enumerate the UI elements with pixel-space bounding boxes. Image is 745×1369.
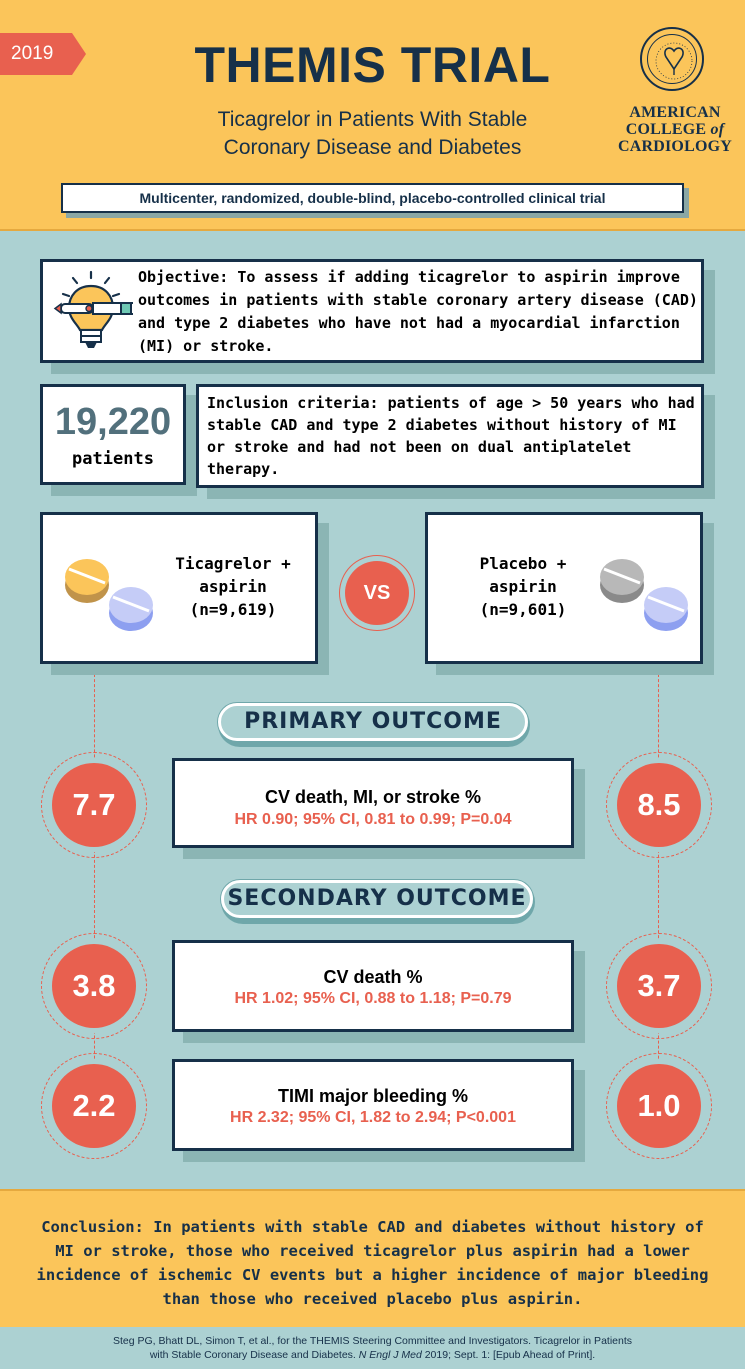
trial-design-label: Multicenter, randomized, double-blind, placebo-controlled clinical trial bbox=[61, 183, 684, 213]
treatment-arm-card bbox=[40, 512, 318, 664]
patient-count-label: patients bbox=[72, 449, 154, 469]
timi-bleeding-hr: HR 2.32; 95% CI, 1.82 to 2.94; P<0.001 bbox=[230, 1109, 516, 1126]
primary-outcome-heading: PRIMARY OUTCOME bbox=[218, 703, 530, 747]
subtitle-line-2: Coronary Disease and Diabetes bbox=[223, 136, 522, 159]
objective-card bbox=[40, 259, 704, 363]
pills-placebo-icon bbox=[588, 545, 698, 645]
patient-count: 19,220 bbox=[54, 401, 172, 443]
primary-outcome-card bbox=[172, 758, 574, 848]
treatment-arm-label: Ticagrelor + aspirin (n=9,619) bbox=[175, 554, 291, 619]
acc-wordmark: AMERICAN COLLEGE of CARDIOLOGY bbox=[617, 104, 732, 155]
timi-bleeding-card bbox=[172, 1059, 574, 1151]
acc-seal-logo bbox=[640, 27, 704, 91]
cv-death-ticagrelor-value: 3.8 bbox=[52, 944, 136, 1028]
header-banner bbox=[0, 0, 745, 231]
cv-death-name: CV death % bbox=[323, 967, 423, 987]
page-subtitle bbox=[150, 106, 595, 162]
placebo-arm-card bbox=[425, 512, 703, 664]
cv-death-card bbox=[172, 940, 574, 1032]
objective-text: Objective: To assess if adding ticagrelor to aspirin improve outcomes in patients with stable coronary artery disease (CAD) and type 2 diabetes who have not had a myocardial infarction (MI) or stroke. bbox=[138, 268, 698, 355]
citation: Steg PG, Bhatt DL, Simon T, et al., for the THEMIS Steering Committee and Investigators. Ticagrelor in Patients with Stable Coronary Disease and Diabetes. N Engl J Med 2019; Sept. 1: [Epub Ahead of Print]. bbox=[112, 1335, 633, 1361]
enrollment-count-card bbox=[40, 384, 186, 485]
inclusion-text: Inclusion criteria: patients of age > 50 years who had stable CAD and type 2 diabetes without history of MI or stroke and had not been on dual antiplatelet therapy. bbox=[207, 394, 695, 478]
subtitle-line-1: Ticagrelor in Patients With Stable bbox=[217, 108, 528, 131]
page-title: THEMIS TRIAL bbox=[194, 37, 551, 93]
primary-placebo-value: 8.5 bbox=[617, 763, 701, 847]
secondary-outcome-heading: SECONDARY OUTCOME bbox=[221, 880, 535, 924]
primary-outcome-hr: HR 0.90; 95% CI, 0.81 to 0.99; P=0.04 bbox=[234, 811, 512, 828]
lightbulb-idea-icon bbox=[53, 270, 133, 356]
cv-death-placebo-value: 3.7 bbox=[617, 944, 701, 1028]
conclusion-text: Conclusion: In patients with stable CAD and diabetes without history of MI or stroke, those who received ticagrelor plus aspirin had a lower incidence of ischemic CV events but a higher incidence of major bleeding than those who received placebo plus aspirin. bbox=[36, 1218, 709, 1308]
primary-outcome-name: CV death, MI, or stroke % bbox=[264, 787, 482, 807]
year-tag: 2019 bbox=[0, 33, 72, 75]
pills-ticagrelor-icon bbox=[53, 545, 163, 645]
journal-name: N Engl J Med bbox=[358, 1349, 422, 1361]
timi-bleeding-name: TIMI major bleeding % bbox=[277, 1086, 469, 1106]
inclusion-criteria-card bbox=[196, 384, 704, 488]
seal-emblem-icon bbox=[642, 29, 706, 93]
cv-death-hr: HR 1.02; 95% CI, 0.88 to 1.18; P=0.79 bbox=[234, 990, 512, 1007]
bleeding-placebo-value: 1.0 bbox=[617, 1064, 701, 1148]
vs-badge: VS bbox=[345, 561, 409, 625]
primary-ticagrelor-value: 7.7 bbox=[52, 763, 136, 847]
conclusion-banner bbox=[0, 1189, 745, 1327]
bleeding-ticagrelor-value: 2.2 bbox=[52, 1064, 136, 1148]
placebo-arm-label: Placebo + aspirin (n=9,601) bbox=[479, 554, 567, 619]
